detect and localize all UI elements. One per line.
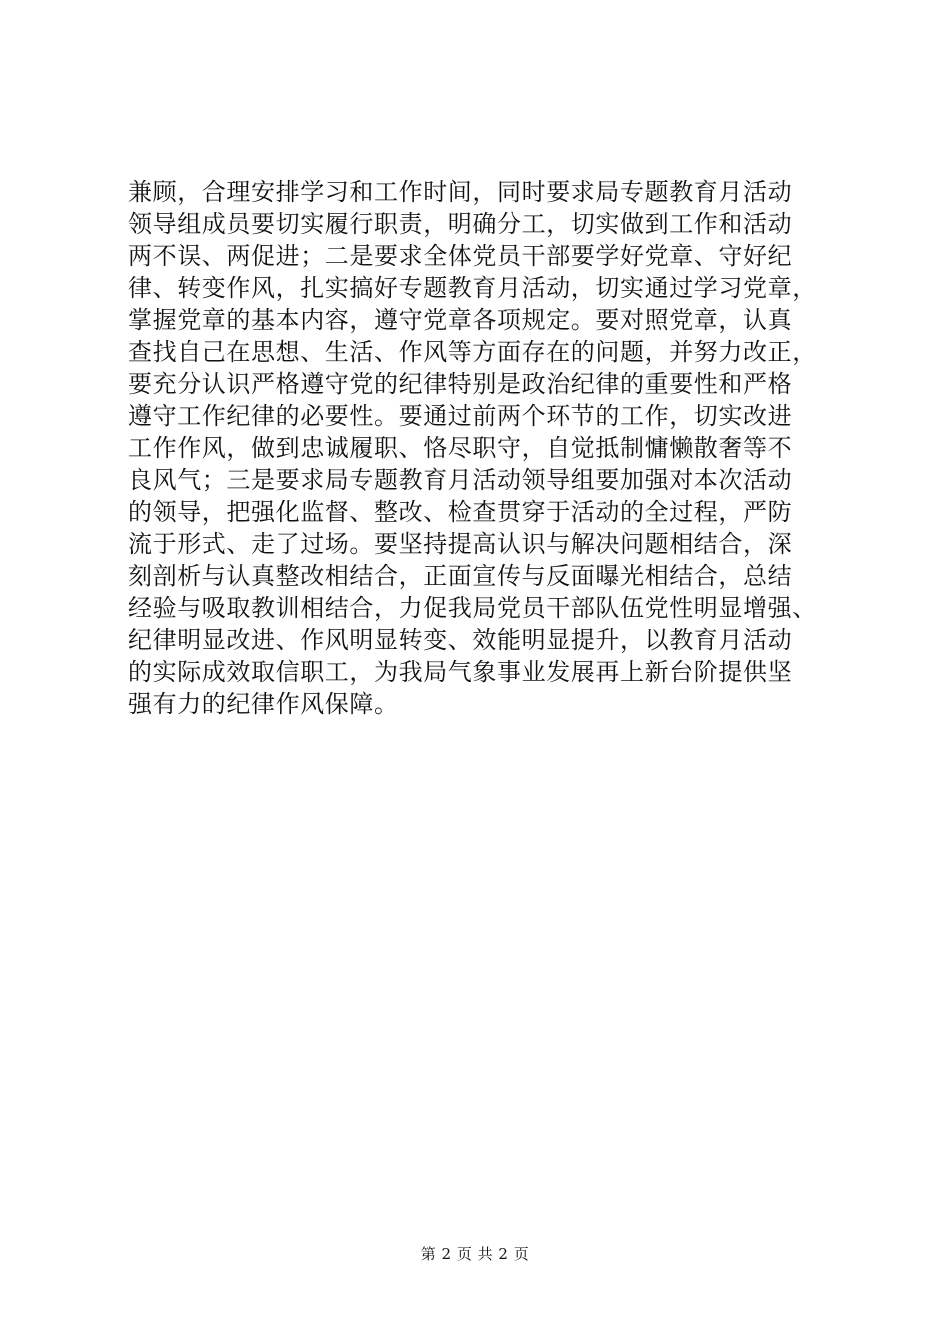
text-line: 工作作风，做到忠诚履职、恪尽职守，自觉抵制慵懒散奢等不 <box>128 434 793 462</box>
text-line: 遵守工作纪律的必要性。要通过前两个环节的工作，切实改进 <box>128 402 793 430</box>
text-line: 律、转变作风，扎实搞好专题教育月活动，切实通过学习党章， <box>128 274 817 302</box>
text-line: 查找自己在思想、生活、作风等方面存在的问题，并努力改正， <box>128 338 817 366</box>
text-line: 两不误、两促进；二是要求全体党员干部要学好党章、守好纪 <box>128 242 793 270</box>
body-paragraph <box>128 176 828 720</box>
text-line: 经验与吸取教训相结合，力促我局党员干部队伍党性明显增强、 <box>128 594 817 622</box>
text-line: 良风气；三是要求局专题教育月活动领导组要加强对本次活动 <box>128 466 793 494</box>
text-line: 掌握党章的基本内容，遵守党章各项规定。要对照党章，认真 <box>128 306 793 334</box>
text-line: 的领导，把强化监督、整改、检查贯穿于活动的全过程，严防 <box>128 498 793 526</box>
text-line: 流于形式、走了过场。要坚持提高认识与解决问题相结合，深 <box>128 530 793 558</box>
page-number: 第 2 页 共 2 页 <box>420 1245 530 1263</box>
text-line: 强有力的纪律作风保障。 <box>128 690 399 718</box>
text-line: 的实际成效取信职工，为我局气象事业发展再上新台阶提供坚 <box>128 658 793 686</box>
page-footer <box>0 1244 950 1264</box>
text-line: 刻剖析与认真整改相结合，正面宣传与反面曝光相结合，总结 <box>128 562 793 590</box>
text-line: 兼顾，合理安排学习和工作时间，同时要求局专题教育月活动 <box>128 178 793 206</box>
text-line: 领导组成员要切实履行职责，明确分工，切实做到工作和活动 <box>128 210 793 238</box>
text-line: 要充分认识严格遵守党的纪律特别是政治纪律的重要性和严格 <box>128 370 793 398</box>
text-line: 纪律明显改进、作风明显转变、效能明显提升，以教育月活动 <box>128 626 793 654</box>
